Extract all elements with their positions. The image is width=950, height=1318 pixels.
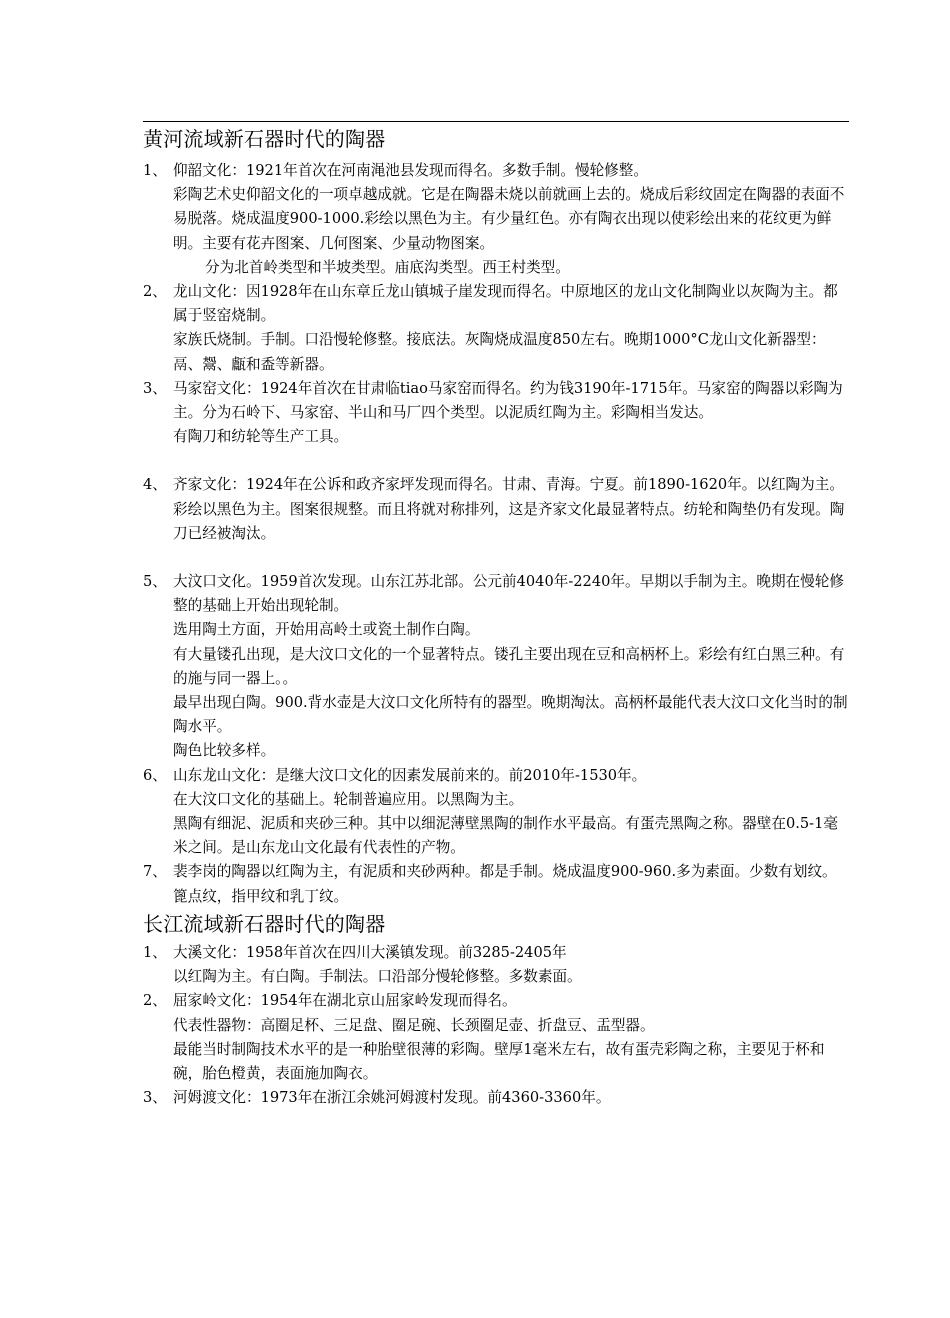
- item-number: 4、: [143, 476, 167, 494]
- yellow-river-list: [143, 159, 851, 909]
- list-item: [143, 860, 851, 908]
- item-text: 以红陶为主。有白陶。手制法。口沿部分慢轮修整。多数素面。: [173, 968, 582, 986]
- item-text: 有陶刀和纺轮等生产工具。: [173, 428, 349, 446]
- item-text: 家族氏烧制。手制。口沿慢轮修整。接底法。灰陶烧成温度850左右。晚期1000°C龙山文化新器型：鬲、鬶、甗和盉等新器。: [173, 331, 826, 373]
- item-number: 5、: [143, 573, 167, 591]
- list-item: [143, 473, 851, 546]
- item-text: 黑陶有细泥、泥质和夹砂三种。其中以细泥薄壁黑陶的制作水平最高。有蛋壳黑陶之称。器壁在0.5-1毫米之间。是山东龙山文化最有代表性的产物。: [173, 815, 838, 857]
- document-body: [143, 124, 851, 1110]
- item-number: 6、: [143, 766, 167, 784]
- list-item: [143, 764, 851, 861]
- yangtze-river-list: [143, 941, 851, 1110]
- item-number: 2、: [143, 283, 167, 301]
- list-item: [143, 570, 851, 764]
- item-number: 3、: [143, 1089, 167, 1107]
- item-text: 山东龙山文化：是继大汶口文化的因素发展前来的。前2010年-1530年。: [173, 766, 647, 784]
- item-text: 马家窑文化：1924年首次在甘肃临tiao马家窑而得名。约为钱3190年-1715年。马家窑的陶器以彩陶为主。分为石岭下、马家窑、半山和马厂四个类型。以泥质红陶为主。彩陶相当发达。: [173, 379, 843, 422]
- item-text: 龙山文化：因1928年在山东章丘龙山镇城子崖发现而得名。中原地区的龙山文化制陶业以灰陶为主。都属于竖窑烧制。: [173, 283, 838, 325]
- item-text: 齐家文化：1924年在公诉和政齐家坪发现而得名。甘肃、青海。宁夏。前1890-1620年。以红陶为主。: [173, 476, 844, 494]
- blank-line: [143, 546, 851, 570]
- list-item: [143, 159, 851, 280]
- item-number: 2、: [143, 992, 167, 1010]
- item-text: 河姆渡文化：1973年在浙江余姚河姆渡村发现。前4360-3360年。: [173, 1089, 611, 1107]
- section-heading-yellow-river: 黄河流域新石器时代的陶器: [143, 127, 386, 151]
- item-text: 最能当时制陶技术水平的是一种胎壁很薄的彩陶。壁厚1毫米左右，故有蛋壳彩陶之称，主要见于杯和碗，胎色橙黄，表面施加陶衣。: [173, 1040, 825, 1082]
- list-item: [143, 941, 851, 989]
- item-text: 分为北首岭类型和半坡类型。庙底沟类型。西王村类型。: [205, 258, 570, 276]
- item-text: 最早出现白陶。900.背水壶是大汶口文化所特有的器型。晚期淘汰。高柄杯最能代表大汶口文化当时的制陶水平。: [173, 694, 848, 736]
- item-text: 屈家岭文化：1954年在湖北京山屈家岭发现而得名。: [173, 992, 517, 1010]
- list-item: [143, 280, 851, 377]
- item-text: 有大量镂孔出现，是大汶口文化的一个显著特点。镂孔主要出现在豆和高柄杯上。彩绘有红白黑三种。有的施与同一器上。。: [173, 645, 845, 687]
- item-text: 代表性器物：高圈足杯、三足盘、圈足碗、长颈圈足壶、折盘豆、盂型器。: [173, 1016, 655, 1034]
- list-item: [143, 989, 851, 1086]
- item-number: 1、: [143, 162, 167, 179]
- list-item: [143, 1086, 851, 1110]
- item-text: 大溪文化：1958年首次在四川大溪镇发现。前3285-2405年: [173, 943, 567, 961]
- item-number: 7、: [143, 863, 167, 881]
- item-text: 在大汶口文化的基础上。轮制普遍应用。以黑陶为主。: [173, 790, 524, 808]
- blank-line: [143, 449, 851, 473]
- item-text: 陶色比较多样。: [173, 742, 276, 760]
- item-number: 3、: [143, 379, 167, 397]
- item-number: 1、: [143, 943, 167, 961]
- list-item: [143, 377, 851, 450]
- item-text: 彩绘以黑色为主。图案很规整。而且将就对称排列，这是齐家文化最显著特点。纺轮和陶垫仍有发现。陶刀已经被淘汰。: [173, 500, 845, 542]
- item-text: 裴李岗的陶器以红陶为主，有泥质和夹砂两种。都是手制。烧成温度900-960.多为素面。少数有划纹。篦点纹，指甲纹和乳丁纹。: [173, 863, 837, 905]
- item-text: 仰韶文化：1921年首次在河南渑池县发现而得名。多数手制。慢轮修整。: [173, 162, 648, 179]
- item-text: 彩陶艺术史仰韶文化的一项卓越成就。它是在陶器未烧以前就画上去的。烧成后彩纹固定在陶器的表面不易脱落。烧成温度900-1000.彩绘以黑色为主。有少量红色。亦有陶衣出现以使彩绘出来的花纹更为鲜明。主要有花卉图案、几何图案、少量动物图案。: [173, 186, 845, 252]
- item-text: 大汶口文化。1959首次发现。山东江苏北部。公元前4040年-2240年。早期以手制为主。晚期在慢轮修整的基础上开始出现轮制。: [173, 573, 844, 615]
- header-rule: [143, 121, 849, 122]
- item-text: 选用陶土方面，开始用高岭土或瓷土制作白陶。: [173, 621, 480, 639]
- section-heading-yangtze-river: 长江流域新石器时代的陶器: [143, 911, 386, 936]
